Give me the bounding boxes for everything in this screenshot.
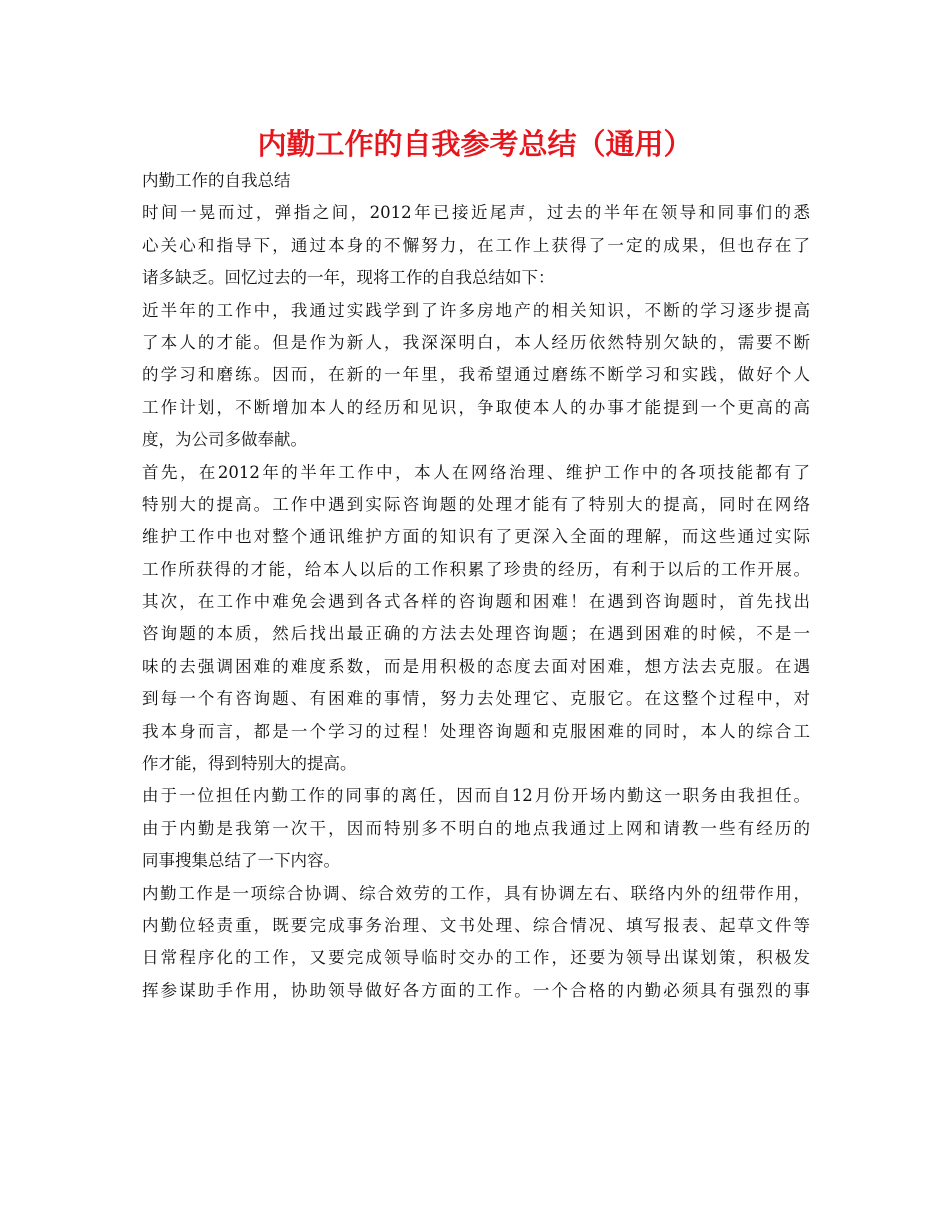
text-line: 首先，在2012年的半年工作中，本人在网络治理、维护工作中的各项技能都有了 (142, 462, 810, 482)
text-line: 味的去强调困难的难度系数，而是用积极的态度去面对困难，想方法去克服。在遇 (142, 656, 810, 676)
document-title: 内勤工作的自我参考总结（通用） (257, 127, 693, 161)
text-line: 了本人的才能。但是作为新人，我深深明白，本人经历依然特别欠缺的，需要不断 (142, 332, 810, 352)
text-line: 由于一位担任内勤工作的同事的离任，因而自12月份开场内勤这一职务由我担任。 (142, 786, 810, 806)
text-line: 作才能，得到特别大的提高。 (142, 754, 357, 774)
text-line: 近半年的工作中，我通过实践学到了许多房地产的相关知识，不断的学习逐步提高 (142, 300, 810, 320)
text-line: 日常程序化的工作，又要完成领导临时交办的工作，还要为领导出谋划策，积极发 (142, 948, 810, 968)
text-line: 工作计划，不断增加本人的经历和见识，争取使本人的办事才能提到一个更高的高 (142, 397, 810, 417)
text-line: 到每一个有咨询题、有困难的事情，努力去处理它、克服它。在这整个过程中，对 (142, 689, 810, 709)
text-line: 时间一晃而过，弹指之间，2012年已接近尾声，过去的半年在领导和同事们的悉 (142, 203, 810, 223)
text-line: 内勤工作是一项综合协调、综合效劳的工作，具有协调左右、联络内外的纽带作用， (142, 883, 810, 903)
text-line: 内勤位轻责重，既要完成事务治理、文书处理、综合情况、填写报表、起草文件等 (142, 915, 810, 935)
text-line: 由于内勤是我第一次干，因而特别多不明白的地点我通过上网和请教一些有经历的 (142, 818, 810, 838)
text-line: 我本身而言，都是一个学习的过程！处理咨询题和克服困难的同时，本人的综合工 (142, 721, 810, 741)
text-line: 其次，在工作中难免会遇到各式各样的咨询题和困难！在遇到咨询题时，首先找出 (142, 592, 810, 612)
text-line: 诸多缺乏。回忆过去的一年，现将工作的自我总结如下： (142, 268, 555, 288)
text-line: 心关心和指导下，通过本身的不懈努力，在工作上获得了一定的成果，但也存在了 (142, 235, 810, 255)
text-line: 同事搜集总结了一下内容。 (142, 851, 340, 871)
text-line: 咨询题的本质，然后找出最正确的方法去处理咨询题；在遇到困难的时候，不是一 (142, 624, 810, 644)
text-line: 的学习和磨练。因而，在新的一年里，我希望通过磨练不断学习和实践，做好个人 (142, 365, 810, 385)
text-line: 内勤工作的自我总结 (142, 171, 291, 190)
text-line: 挥参谋助手作用，协助领导做好各方面的工作。一个合格的内勤必须具有强烈的事 (142, 980, 810, 1000)
text-line: 工作所获得的才能，给本人以后的工作积累了珍贵的经历，有利于以后的工作开展。 (142, 559, 810, 579)
text-line: 维护工作中也对整个通讯维护方面的知识有了更深入全面的理解，而这些通过实际 (142, 527, 810, 547)
text-line: 特别大的提高。工作中遇到实际咨询题的处理才能有了特别大的提高，同时在网络 (142, 494, 810, 514)
text-line: 度，为公司多做奉献。 (142, 430, 307, 450)
document-body (142, 165, 810, 1007)
